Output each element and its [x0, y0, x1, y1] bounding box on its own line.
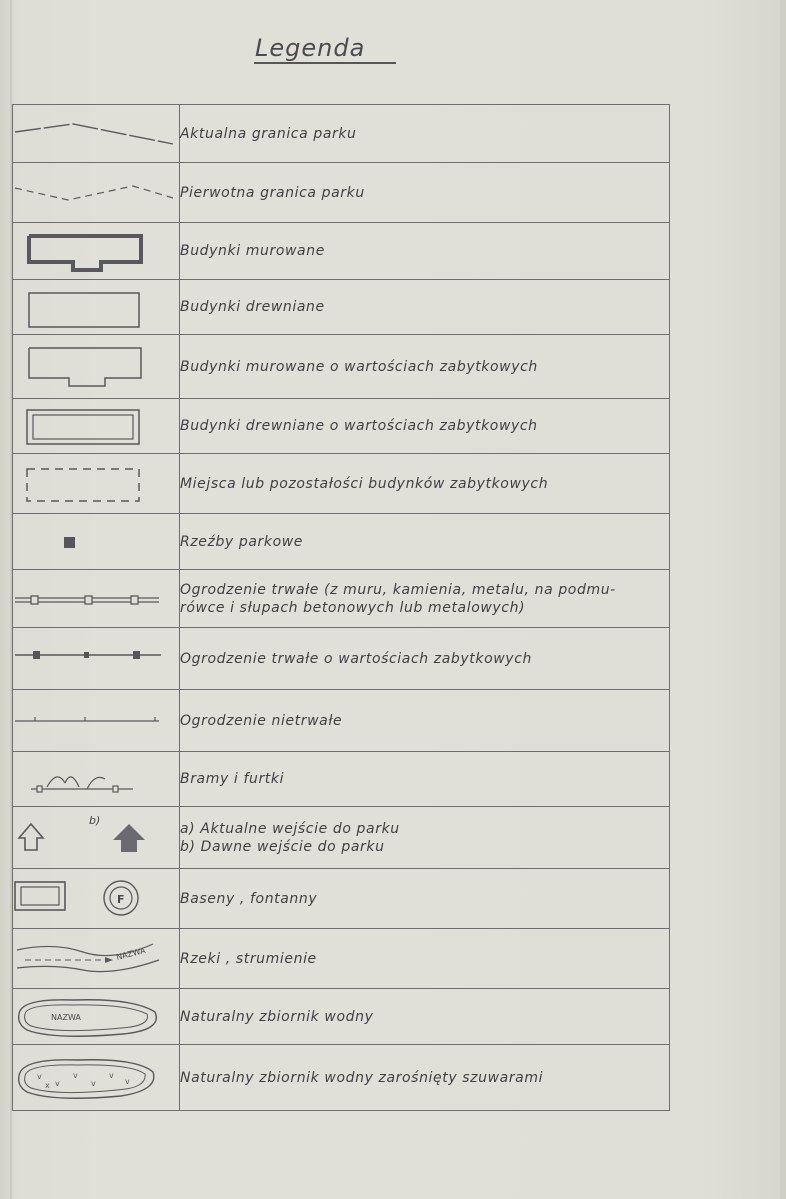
legend-symbol-cell	[13, 752, 180, 807]
legend-symbol-cell	[13, 1045, 180, 1111]
legend-symbol-cell	[13, 223, 180, 280]
gates-and-wickets-icon	[13, 753, 179, 806]
legend-description-line: rówce i słupach betonowych lub metalowych)	[180, 599, 526, 616]
legend-table	[12, 104, 670, 1111]
legend-symbol-cell	[13, 454, 180, 514]
wooden-building-outline-icon	[13, 281, 179, 334]
legend-symbol-cell	[13, 163, 180, 223]
legend-row	[13, 1045, 670, 1111]
temporary-fence-tick-line-icon	[13, 691, 179, 751]
legend-description: Aktualna granica parku	[180, 105, 670, 163]
page-edge	[780, 0, 786, 1199]
legend-description: Bramy i furtki	[180, 752, 670, 807]
title-underline	[254, 62, 396, 64]
svg-text:v: v	[37, 1071, 42, 1081]
legend-symbol-cell	[13, 399, 180, 454]
historic-wooden-building-double-outline-icon	[13, 400, 179, 453]
river-name-label: NAZWA	[115, 945, 147, 962]
pool-fountain-icon	[13, 870, 179, 928]
legend-row	[13, 163, 670, 223]
brick-building-outline-icon	[13, 224, 179, 279]
legend-row	[13, 280, 670, 335]
legend-description: Naturalny zbiornik wodny	[180, 989, 670, 1045]
current-park-boundary-line-icon	[13, 106, 179, 162]
legend-description: Pierwotna granica parku	[180, 163, 670, 223]
fountain-label: F	[117, 892, 125, 906]
legend-description: Miejsca lub pozostałości budynków zabytkowych	[180, 454, 670, 514]
legend-row	[13, 628, 670, 690]
legend-description: Baseny , fontanny	[180, 869, 670, 929]
legend-row	[13, 514, 670, 570]
original-park-boundary-dashed-line-icon	[13, 164, 179, 222]
legend-row	[13, 335, 670, 399]
legend-description	[180, 570, 670, 628]
svg-text:v: v	[55, 1078, 60, 1088]
svg-text:v: v	[125, 1076, 130, 1086]
legend-description: Budynki drewniane o wartościach zabytkowych	[180, 399, 670, 454]
park-entrance-arrows-icon	[13, 808, 179, 868]
legend-description: Ogrodzenie trwałe o wartościach zabytkowych	[180, 628, 670, 690]
water-body-name-label: NAZWA	[51, 1012, 81, 1022]
svg-text:x: x	[45, 1080, 50, 1090]
legend-symbol-cell	[13, 929, 180, 989]
legend-row	[13, 399, 670, 454]
legend-description-line: a) Aktualne wejście do parku	[180, 820, 400, 837]
natural-water-body-icon	[13, 990, 179, 1044]
legend-description: Budynki murowane	[180, 223, 670, 280]
legend-row	[13, 929, 670, 989]
legend-description: Rzeźby parkowe	[180, 514, 670, 570]
legend-description-line: b) Dawne wejście do parku	[180, 838, 385, 855]
legend-description: Rzeki , strumienie	[180, 929, 670, 989]
legend-description: Ogrodzenie nietrwałe	[180, 690, 670, 752]
historic-permanent-fence-filled-posts-icon	[13, 629, 179, 689]
entrance-b-label: b)	[89, 813, 101, 827]
legend-symbol-cell	[13, 690, 180, 752]
legend-row	[13, 223, 670, 280]
legend-symbol-cell	[13, 570, 180, 628]
legend-description	[180, 807, 670, 869]
permanent-fence-open-posts-icon	[13, 571, 179, 627]
historic-brick-building-outline-icon	[13, 336, 179, 398]
legend-description: Budynki drewniane	[180, 280, 670, 335]
legend-symbol-cell	[13, 514, 180, 570]
reed-overgrown-water-body-icon	[13, 1046, 179, 1110]
legend-row	[13, 690, 670, 752]
legend-row	[13, 570, 670, 628]
legend-symbol-cell	[13, 807, 180, 869]
legend-symbol-cell	[13, 628, 180, 690]
legend-description: Budynki murowane o wartościach zabytkowych	[180, 335, 670, 399]
legend-row	[13, 752, 670, 807]
park-sculpture-square-icon	[13, 515, 179, 569]
legend-row	[13, 989, 670, 1045]
building-remains-dashed-outline-icon	[13, 455, 179, 513]
legend-row	[13, 807, 670, 869]
svg-text:v: v	[109, 1070, 114, 1080]
svg-text:v: v	[91, 1078, 96, 1088]
river-stream-icon	[13, 930, 179, 988]
legend-description: Naturalny zbiornik wodny zarośnięty szuwarami	[180, 1045, 670, 1111]
legend-row	[13, 105, 670, 163]
legend-row	[13, 869, 670, 929]
legend-symbol-cell	[13, 105, 180, 163]
svg-text:v: v	[73, 1070, 78, 1080]
legend-title: Legenda	[255, 34, 366, 62]
legend-description-line: Ogrodzenie trwałe (z muru, kamienia, metalu, na podmu-	[180, 581, 616, 598]
legend-symbol-cell	[13, 989, 180, 1045]
legend-symbol-cell	[13, 335, 180, 399]
legend-symbol-cell	[13, 869, 180, 929]
legend-row	[13, 454, 670, 514]
legend-symbol-cell	[13, 280, 180, 335]
